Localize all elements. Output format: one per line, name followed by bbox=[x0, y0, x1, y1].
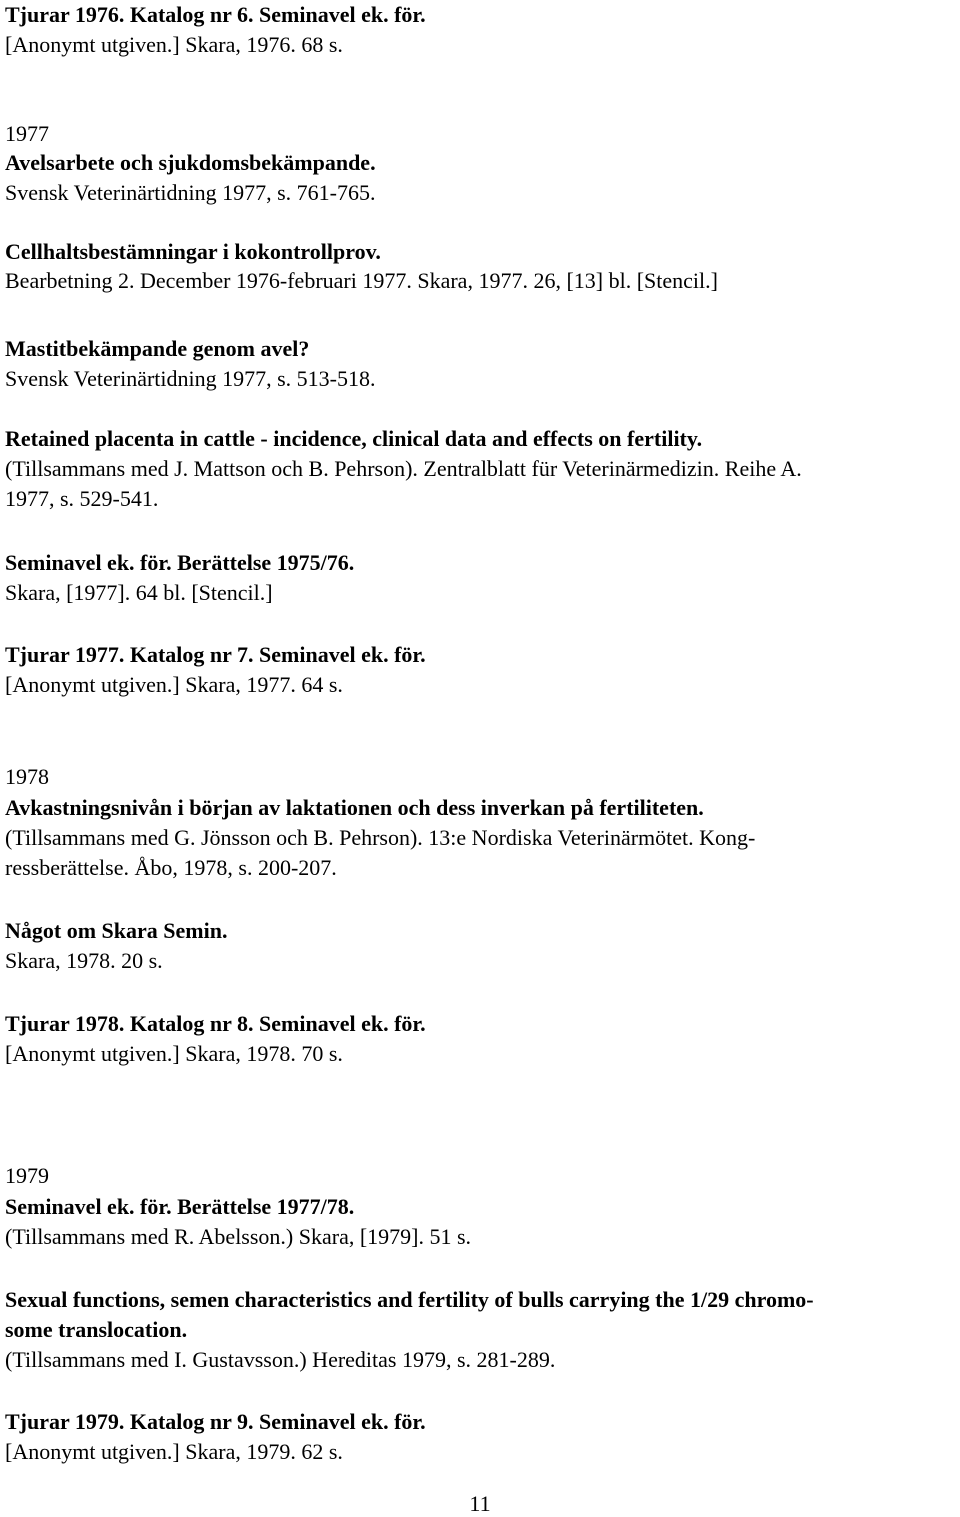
entry-detail: Svensk Veterinärtidning 1977, s. 761-765. bbox=[5, 180, 376, 205]
entry-detail: Bearbetning 2. December 1976-februari 1977. Skara, 1977. 26, [13] bl. [Stencil.] bbox=[5, 268, 718, 293]
entry-title: Avelsarbete och sjukdomsbekämpande. bbox=[5, 150, 376, 175]
entry-title: Cellhaltsbestämningar i kokontrollprov. bbox=[5, 239, 381, 264]
entry-title: Något om Skara Semin. bbox=[5, 918, 228, 943]
entry-title: Retained placenta in cattle - incidence, clinical data and effects on fertility. bbox=[5, 426, 703, 451]
entry-detail: (Tillsammans med I. Gustavsson.) Hereditas 1979, s. 281-289. bbox=[5, 1347, 556, 1372]
entry-detail: Svensk Veterinärtidning 1977, s. 513-518. bbox=[5, 366, 376, 391]
entry-title: Tjurar 1977. Katalog nr 7. Seminavel ek. för. bbox=[5, 642, 426, 667]
page-number: 11 bbox=[469, 1491, 491, 1516]
entry-title: some translocation. bbox=[5, 1317, 188, 1342]
entry-title: Seminavel ek. för. Berättelse 1977/78. bbox=[5, 1194, 355, 1219]
year-heading: 1979 bbox=[5, 1163, 49, 1188]
entry-detail: [Anonymt utgiven.] Skara, 1977. 64 s. bbox=[5, 672, 343, 697]
entry-detail: [Anonymt utgiven.] Skara, 1976. 68 s. bbox=[5, 32, 343, 57]
entry-title: Mastitbekämpande genom avel? bbox=[5, 336, 310, 361]
entry-title: Tjurar 1978. Katalog nr 8. Seminavel ek. för. bbox=[5, 1011, 426, 1036]
entry-detail: [Anonymt utgiven.] Skara, 1979. 62 s. bbox=[5, 1439, 343, 1464]
entry-title: Tjurar 1976. Katalog nr 6. Seminavel ek. för. bbox=[5, 2, 426, 27]
entry-detail: Skara, 1978. 20 s. bbox=[5, 948, 163, 973]
entry-title: Avkastningsnivån i början av laktationen och dess inverkan på fertiliteten. bbox=[5, 795, 704, 820]
year-heading: 1977 bbox=[5, 121, 49, 146]
entry-detail: [Anonymt utgiven.] Skara, 1978. 70 s. bbox=[5, 1041, 343, 1066]
year-heading: 1978 bbox=[5, 764, 49, 789]
entry-title: Seminavel ek. för. Berättelse 1975/76. bbox=[5, 550, 355, 575]
entry-title: Tjurar 1979. Katalog nr 9. Seminavel ek. för. bbox=[5, 1409, 426, 1434]
entry-detail: Skara, [1977]. 64 bl. [Stencil.] bbox=[5, 580, 273, 605]
entry-title: Sexual functions, semen characteristics and fertility of bulls carrying the 1/29 chromo- bbox=[5, 1287, 814, 1312]
entry-detail: ressberättelse. Åbo, 1978, s. 200-207. bbox=[5, 855, 337, 880]
entry-detail: (Tillsammans med J. Mattson och B. Pehrson). Zentralblatt für Veterinärmedizin. Reihe A. bbox=[5, 456, 802, 481]
entry-detail: (Tillsammans med R. Abelsson.) Skara, [1979]. 51 s. bbox=[5, 1224, 472, 1249]
entry-detail: (Tillsammans med G. Jönsson och B. Pehrson). 13:e Nordiska Veterinärmötet. Kong- bbox=[5, 825, 756, 850]
entry-detail: 1977, s. 529-541. bbox=[5, 486, 159, 511]
